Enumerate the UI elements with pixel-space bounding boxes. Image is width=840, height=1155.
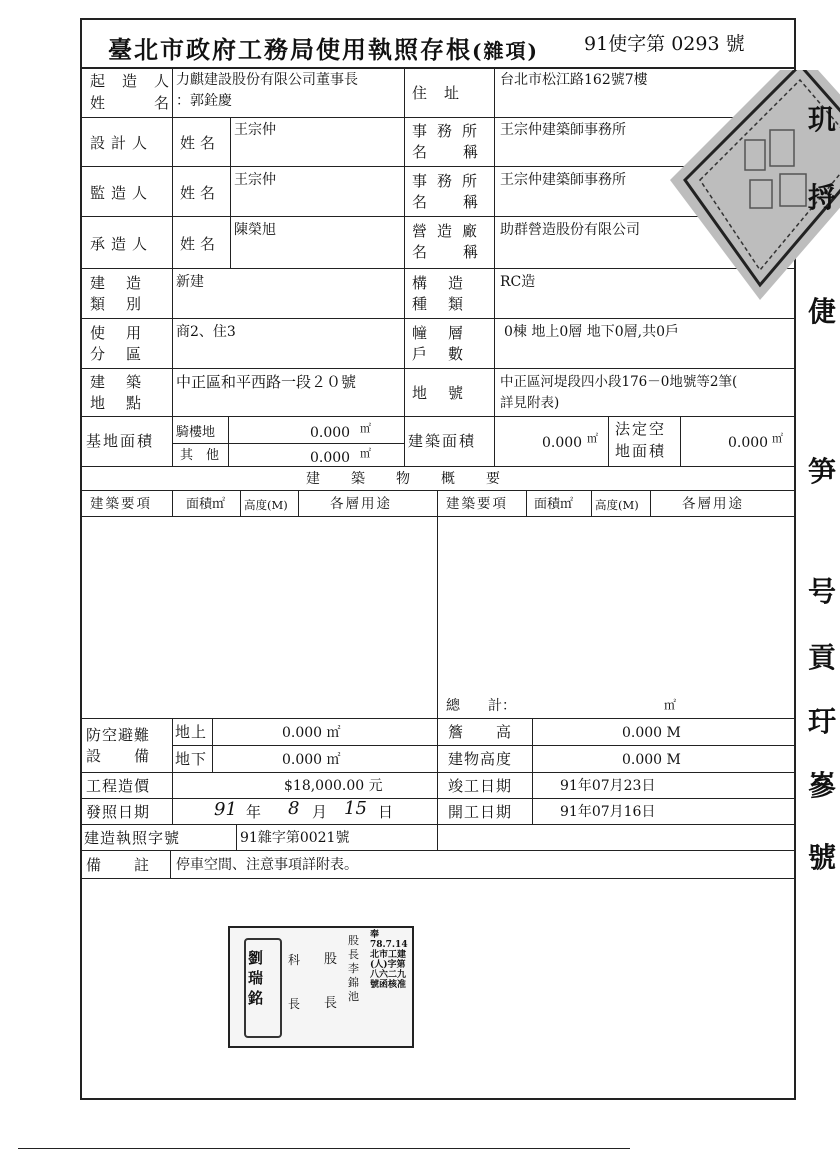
note-value: 停車空間、注意事項詳附表。 xyxy=(176,857,358,873)
rule xyxy=(212,718,213,772)
seal-col-4: 股長 李錦池 xyxy=(348,934,359,1003)
other-unit: ㎡ xyxy=(360,447,371,460)
permit-number: 91使字第 0293 號 xyxy=(584,33,745,55)
above-value: 0.000 ㎡ xyxy=(282,725,341,741)
rule xyxy=(172,718,173,824)
col-use-left: 各層用途 xyxy=(330,496,392,512)
contractor-name-label: 姓名 xyxy=(180,235,221,253)
rule xyxy=(172,745,796,746)
col-area-right: 面積㎡ xyxy=(534,497,574,512)
rule xyxy=(494,67,495,467)
structure-label-2: 種 類 xyxy=(412,295,467,313)
scan-line xyxy=(18,1148,630,1149)
office-label-2: 名稱 xyxy=(412,143,515,161)
use-zone: 商2、住3 xyxy=(176,324,236,340)
use-zone-label-2: 分 區 xyxy=(90,345,145,363)
contractor-label: 承造人 xyxy=(90,235,154,253)
arcade-label: 騎樓地 xyxy=(176,425,216,440)
building-height-label: 建物高度 xyxy=(448,750,513,768)
col-item-left: 建築要項 xyxy=(90,496,152,512)
open-area-label-1: 法定空 xyxy=(615,420,667,438)
shelter-label-1: 防空避難 xyxy=(86,726,151,744)
official-seal xyxy=(228,926,414,1048)
eave-value: 0.000 M xyxy=(622,725,681,741)
open-area-label-2: 地面積 xyxy=(615,442,667,460)
issue-month-char: 月 xyxy=(312,803,328,821)
supervisor-name: 王宗仲 xyxy=(234,172,276,188)
total-label: 總 計： xyxy=(446,698,516,714)
shelter-label-2: 設 備 xyxy=(86,747,151,765)
col-height-right: 高度(M) xyxy=(595,498,639,512)
arcade-value: 0.000 xyxy=(310,425,351,441)
rule xyxy=(80,368,796,369)
rule xyxy=(80,718,796,719)
issue-month: 8 xyxy=(288,798,300,819)
rule xyxy=(80,416,796,417)
rule xyxy=(80,824,796,825)
designer-label: 設計人 xyxy=(90,134,154,152)
build-type-label-2: 類 別 xyxy=(90,295,145,313)
rule xyxy=(80,516,796,517)
rule xyxy=(240,490,241,516)
build-type-label-1: 建 造 xyxy=(90,274,145,292)
site-label-2: 地 點 xyxy=(90,394,145,412)
permit-ref-value: 91雜字第0021號 xyxy=(240,830,350,846)
firm-label-1: 營造廠 xyxy=(412,222,488,240)
floors-label-2: 戶 數 xyxy=(412,345,467,363)
col-height-left: 高度(M) xyxy=(244,498,288,512)
rule xyxy=(228,416,229,466)
issue-day-char: 日 xyxy=(378,803,394,821)
lot-value-2: 詳見附表) xyxy=(500,395,560,411)
col-item-right: 建築要項 xyxy=(446,496,508,512)
supervisor-name-label: 姓名 xyxy=(180,184,221,202)
complete-value: 91年07月23日 xyxy=(560,778,656,794)
rule xyxy=(526,490,527,516)
office-label-1: 事務所 xyxy=(412,172,488,190)
rule xyxy=(80,850,796,851)
rule xyxy=(172,443,404,444)
issue-year-char: 年 xyxy=(246,803,262,821)
rule xyxy=(591,490,592,516)
other-value: 0.000 xyxy=(310,450,351,466)
rule xyxy=(80,466,796,467)
summary-heading: 建 築 物 概 要 xyxy=(306,471,501,487)
below-value: 0.000 ㎡ xyxy=(282,752,341,768)
edge-char-4: 笋 xyxy=(808,455,837,488)
seal-left-name: 劉瑞銘 xyxy=(248,949,264,1007)
below-label: 地下 xyxy=(175,750,208,768)
rule xyxy=(80,318,796,319)
seal-right-text: 奉78.7.14北市工建(人)字第八六二九號函核准 xyxy=(370,930,408,990)
structure-label-1: 構 造 xyxy=(412,274,467,292)
building-height-value: 0.000 M xyxy=(622,752,681,768)
base-area-label: 基地面積 xyxy=(86,432,155,450)
rule xyxy=(236,824,237,850)
rule xyxy=(298,490,299,516)
edge-char-6: 貢 xyxy=(808,641,837,674)
start-date-label: 開工日期 xyxy=(448,803,513,821)
issue-year: 91 xyxy=(214,799,237,820)
edge-char-3: 倢 xyxy=(808,295,837,328)
rule xyxy=(172,490,173,516)
rule xyxy=(608,416,609,466)
start-date-value: 91年07月16日 xyxy=(560,804,656,820)
col-area-left: 面積㎡ xyxy=(186,497,226,512)
lot-value-1: 中正區河堤段四小段176－0地號等2筆( xyxy=(500,374,738,390)
permit-ref-label: 建造執照字號 xyxy=(84,829,181,847)
owner-label-2: 姓 名 xyxy=(90,94,171,112)
use-zone-label-1: 使 用 xyxy=(90,324,145,342)
title-suffix: (雜項) xyxy=(472,39,539,63)
rule xyxy=(80,878,796,879)
other-label: 其 他 xyxy=(180,448,220,463)
edge-char-8: 嵾 xyxy=(808,769,837,802)
rule xyxy=(170,850,171,878)
floors-label-1: 幢 層 xyxy=(412,324,467,342)
designer-office: 王宗仲建築師事務所 xyxy=(500,122,626,138)
address-label: 住 址 xyxy=(412,84,461,102)
office-label-1: 事務所 xyxy=(412,122,488,140)
owner-value-2: ：郭銓慶 xyxy=(176,93,232,109)
issue-day: 15 xyxy=(344,798,367,819)
rule xyxy=(230,117,231,268)
rule xyxy=(80,772,796,773)
owner-label-1: 起 造 人 xyxy=(90,72,171,90)
supervisor-office: 王宗仲建築師事務所 xyxy=(500,172,626,188)
rule xyxy=(650,490,651,516)
designer-name: 王宗仲 xyxy=(234,122,276,138)
rule xyxy=(80,490,796,491)
firm-label-2: 名稱 xyxy=(412,243,515,261)
address-value: 台北市松江路162號7樓 xyxy=(500,72,648,88)
build-type: 新建 xyxy=(176,274,204,290)
contractor-firm: 助群營造股份有限公司 xyxy=(500,222,640,238)
structure-value: RC造 xyxy=(500,274,536,290)
site-value: 中正區和平西路一段２０號 xyxy=(176,373,357,391)
seal-col-2: 科長 xyxy=(288,953,301,1011)
edge-char-7: 玗 xyxy=(808,705,837,738)
title-text: 臺北市政府工務局使用執照存根 xyxy=(108,35,472,64)
office-label-2: 名稱 xyxy=(412,193,515,211)
edge-char-5: 号 xyxy=(808,575,837,608)
rule xyxy=(172,67,173,467)
eave-label: 簷 高 xyxy=(448,723,513,741)
rule xyxy=(80,798,796,799)
site-label-1: 建 築 xyxy=(90,373,145,391)
issue-date-label: 發照日期 xyxy=(86,803,151,821)
contractor-name: 陳榮旭 xyxy=(234,222,276,238)
complete-label: 竣工日期 xyxy=(448,777,513,795)
above-label: 地上 xyxy=(175,723,208,741)
supervisor-label: 監造人 xyxy=(90,184,154,202)
build-area-label: 建築面積 xyxy=(408,432,477,450)
lot-label: 地 號 xyxy=(412,384,467,402)
build-area-unit: ㎡ xyxy=(587,432,598,445)
cost-label: 工程造價 xyxy=(86,777,151,795)
rule xyxy=(532,718,533,824)
cost-value: $18,000.00 元 xyxy=(284,778,383,794)
rule xyxy=(680,416,681,466)
open-area-value: 0.000 xyxy=(728,435,769,451)
designer-name-label: 姓名 xyxy=(180,134,221,152)
col-use-right: 各層用途 xyxy=(682,496,744,512)
edge-char-1: 玑 xyxy=(808,103,837,136)
arcade-unit: ㎡ xyxy=(360,422,371,435)
edge-char-2: 捋 xyxy=(808,181,837,214)
note-label: 備 註 xyxy=(86,856,151,874)
owner-value-1: 力麒建設股份有限公司董事長 xyxy=(176,72,358,88)
seal-col-3: 股長 xyxy=(324,952,338,1011)
floors-value: 0棟 地上0層 地下0層,共0戶 xyxy=(504,324,679,340)
edge-char-9: 號 xyxy=(808,841,837,874)
total-unit: ㎡ xyxy=(664,698,677,712)
rule xyxy=(437,490,438,850)
rule xyxy=(404,67,405,467)
build-area-value: 0.000 xyxy=(542,435,583,451)
rule xyxy=(80,67,796,69)
open-area-unit: ㎡ xyxy=(772,432,783,445)
